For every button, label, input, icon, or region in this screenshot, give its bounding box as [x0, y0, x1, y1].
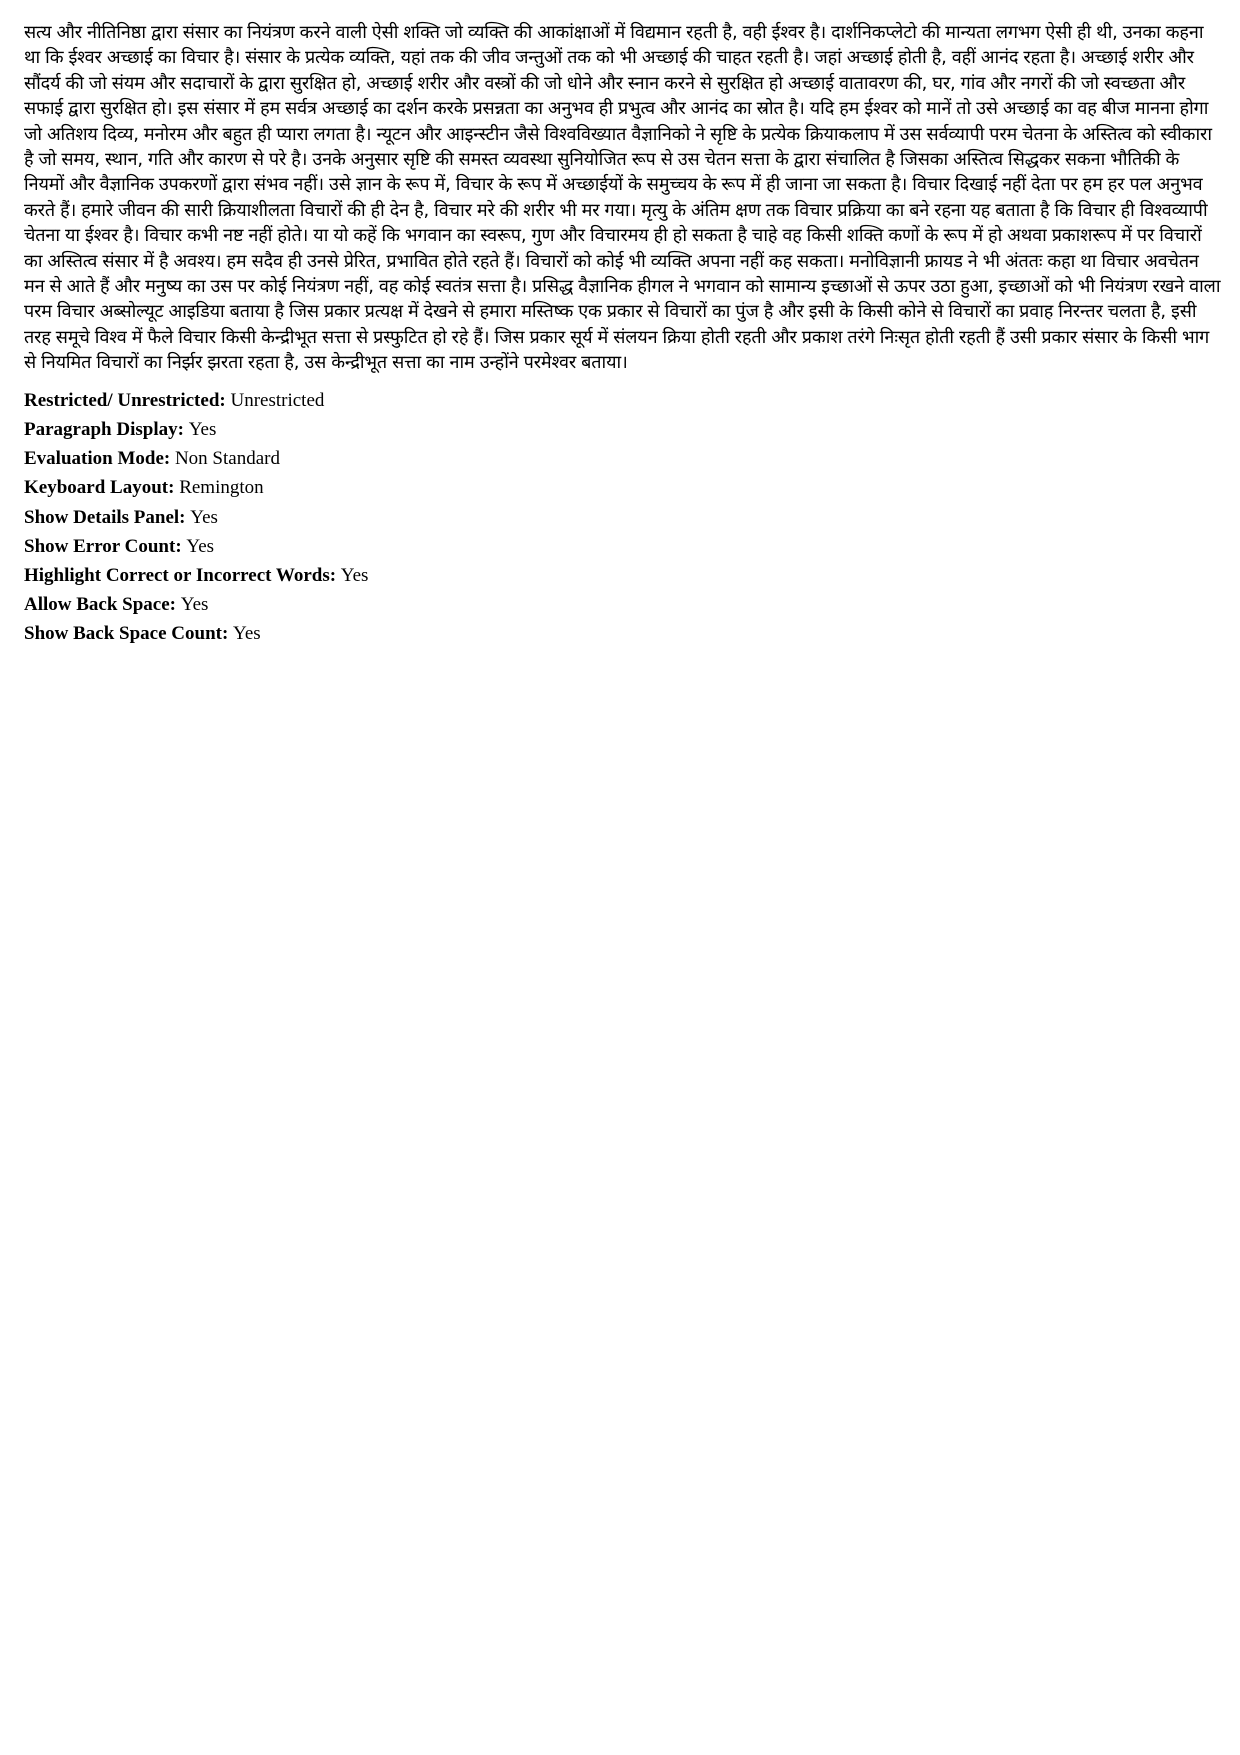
setting-value: Yes	[340, 564, 369, 586]
setting-label: Highlight Correct or Incorrect Words:	[24, 564, 341, 586]
setting-label: Evaluation Mode:	[24, 448, 175, 470]
setting-label: Paragraph Display:	[24, 418, 189, 440]
setting-value: Yes	[180, 594, 209, 616]
setting-evaluation-mode	[24, 444, 1224, 473]
setting-value: Unrestricted	[230, 389, 325, 411]
setting-label: Show Error Count:	[24, 535, 187, 557]
setting-keyboard-layout	[24, 473, 1224, 502]
typing-passage: सत्य और नीतिनिष्ठा द्वारा संसार का नियंत्रण करने वाली ऐसी शक्ति जो व्यक्ति की आकांक्षाओं में विद्यमान रहती है, वही ईश्वर है। दार्शनिकप्लेटो की मान्यता लगभग ऐसी ही थी, उनका कहना था कि ईश्वर अच्छाई का विचार है। संसार के प्रत्येक व्यक्ति, यहां तक की जीव जन्तुओं तक को भी अच्छाई की चाहत रहती है। जहां अच्छाई होती है, वहीं आनंद रहता है। अच्छाई शरीर और सौंदर्य की जो संयम और सदाचारों के द्वारा सुरक्षित हो, अच्छाई शरीर और वस्त्रों की जो धोने और स्नान करने से सुरक्षित हो अच्छाई वातावरण की, घर, गांव और नगरों की जो स्वच्छता और सफाई द्वारा सुरक्षित हो। इस संसार में हम सर्वत्र अच्छाई का दर्शन करके प्रसन्नता का अनुभव ही प्रभुत्व और आनंद का स्रोत है। यदि हम ईश्वर को मानें तो उसे अच्छाई का वह बीज मानना होगा जो अतिशय दिव्य, मनोरम और बहुत ही प्यारा लगता है। न्यूटन और आइन्स्टीन जैसे विश्वविख्यात वैज्ञानिको ने सृष्टि के प्रत्येक क्रियाकलाप में उस सर्वव्यापी परम चेतना के अस्तित्व को स्वीकारा है जो समय, स्थान, गति और कारण से परे है। उनके अनुसार सृष्टि की समस्त व्यवस्था सुनियोजित रूप से उस चेतन सत्ता के द्वारा संचालित है जिसका अस्तित्व सिद्धकर सकना भौतिकी के नियमों और वैज्ञानिक उपकरणों द्वारा संभव नहीं। उसे ज्ञान के रूप में, विचार के रूप में अच्छाईयों के समुच्चय के रूप में ही जाना जा सकता है। विचार दिखाई नहीं देता पर हम हर पल अनुभव करते हैं। हमारे जीवन की सारी क्रियाशीलता विचारों की ही देन है, विचार मरे की शरीर भी मर गया। मृत्यु के अंतिम क्षण तक विचार प्रक्रिया का बने रहना यह बताता है कि विचार ही विश्वव्यापी चेतना या ईश्वर है। विचार कभी नष्ट नहीं होते। या यो कहें कि भगवान का स्वरूप, गुण और विचारमय ही हो सकता है चाहे वह किसी शक्ति कणों के रूप में हो अथवा प्रकाशरूप में पर विचारों का अस्तित्व संसार में है अवश्य। हम सदैव ही उनसे प्रेरित, प्रभावित होते रहते हैं। विचारों को कोई भी व्यक्ति अपना नहीं कह सकता। मनोविज्ञानी फ्रायड ने भी अंततः कहा था विचार अवचेतन मन से आते हैं और मनुष्य का उस पर कोई नियंत्रण नहीं, वह कोई स्वतंत्र सत्ता है। प्रसिद्ध वैज्ञानिक हीगल ने भगवान को सामान्य इच्छाओं से ऊपर उठा हुआ, इच्छाओं को भी नियंत्रण रखने वाला परम विचार अब्सोल्यूट आइडिया बताया है जिस प्रकार प्रत्यक्ष में देखने से हमारा मस्तिष्क एक प्रकार से विचारों का पुंज है और इसी के किसी कोने से विचारों का प्रवाह निरन्तर चलता है, इसी तरह समूचे विश्व में फैले विचार किसी केन्द्रीभूत सत्ता से प्रस्फुटित हो रहे हैं। जिस प्रकार सूर्य में संलयन क्रिया होती रहती और प्रकाश तरंगे निःसृत होती रहती हैं उसी प्रकार संसार के किसी भाग से नियमित विचारों का निर्झर झरता रहता है, उस केन्द्रीभूत सत्ता का नाम उन्होंने परमेश्वर बताया।	[24, 22, 1221, 374]
document-page	[24, 20, 1224, 649]
setting-value: Yes	[190, 506, 218, 528]
setting-highlight-words	[24, 561, 1224, 590]
setting-label: Keyboard Layout:	[24, 477, 180, 499]
setting-value: Remington	[179, 477, 264, 499]
setting-value: Yes	[186, 535, 215, 557]
setting-restriction	[24, 386, 1224, 415]
setting-error-count	[24, 532, 1224, 561]
setting-value: Yes	[233, 623, 261, 645]
setting-details-panel	[24, 503, 1224, 532]
setting-value: Yes	[188, 418, 217, 440]
setting-label: Restricted/ Unrestricted:	[24, 389, 231, 411]
setting-paragraph-display	[24, 415, 1224, 444]
test-settings-list	[24, 386, 1224, 649]
setting-allow-backspace	[24, 590, 1224, 619]
setting-label: Show Back Space Count:	[24, 623, 234, 645]
setting-value: Non Standard	[174, 448, 280, 470]
setting-label: Show Details Panel:	[24, 506, 191, 528]
setting-backspace-count	[24, 619, 1224, 648]
setting-label: Allow Back Space:	[24, 594, 181, 616]
